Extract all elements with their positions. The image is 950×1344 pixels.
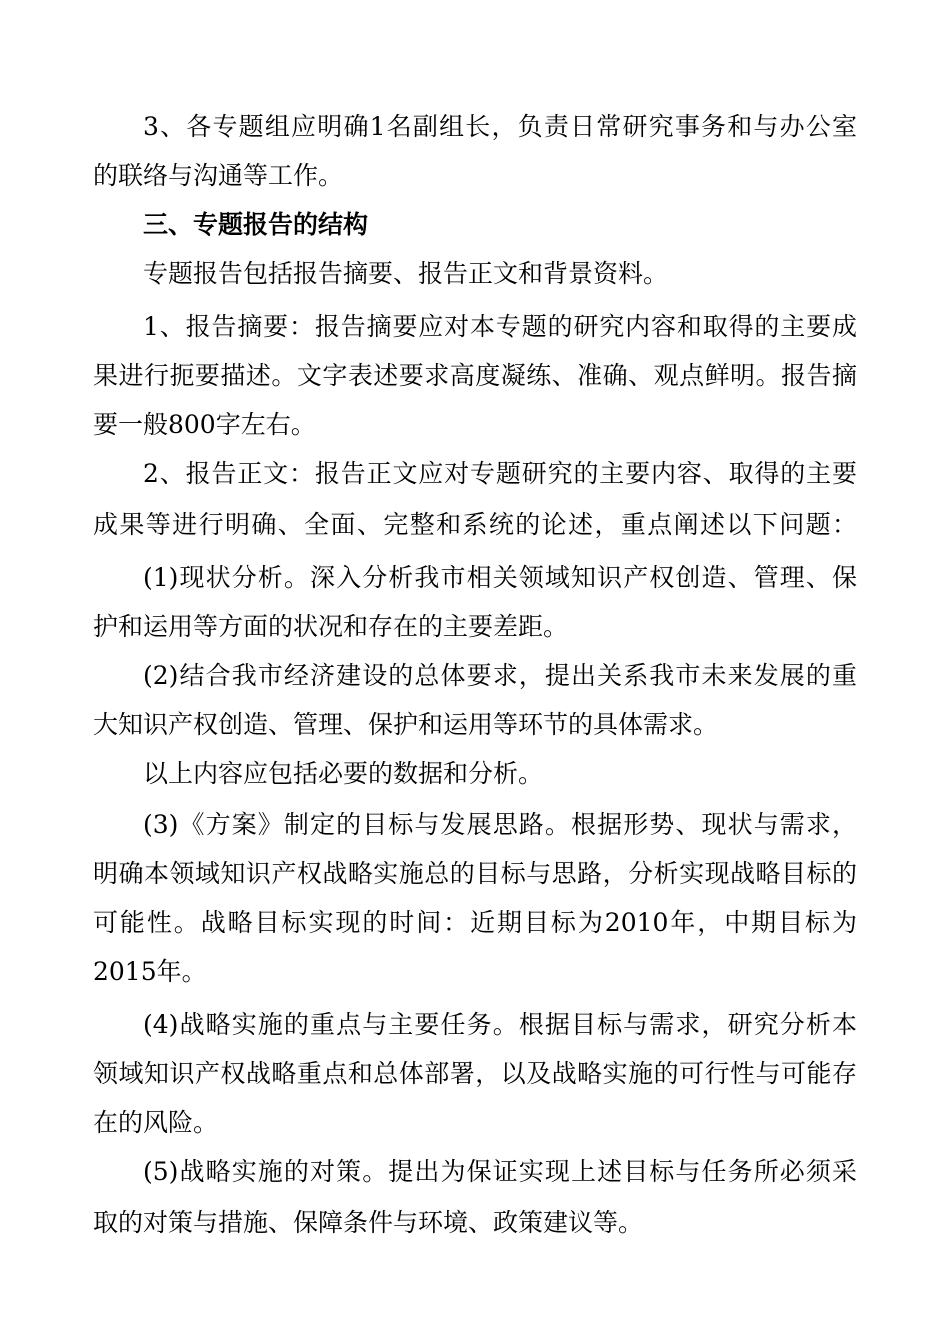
note-line: 以上内容应包括必要的数据和分析。 [143,759,544,788]
point4-line-3: 在的风险。 [93,1108,219,1137]
summary-line-2: 果进行扼要描述。文字表述要求高度凝练、准确、观点鲜明。报告摘 [93,361,857,390]
point5-line-1: (5)战略实施的对策。提出为保证实现上述目标与任务所必须采 [143,1157,857,1186]
point3-line-2: 明确本领域知识产权战略实施总的目标与思路，分析实现战略目标的 [93,859,857,888]
summary-line-1: 1、报告摘要：报告摘要应对本专题的研究内容和取得的主要成 [143,312,857,341]
item3-line-2: 的联络与沟通等工作。 [93,161,344,190]
section3-heading: 三、专题报告的结构 [143,210,369,239]
point5-line-2: 取的对策与措施、保障条件与环境、政策建议等。 [93,1208,644,1237]
point3-line-1: (3)《方案》制定的目标与发展思路。根据形势、现状与需求， [143,810,857,839]
point2-line-1: (2)结合我市经济建设的总体要求，提出关系我市未来发展的重 [143,661,857,690]
body-text-line-1: 2、报告正文：报告正文应对专题研究的主要内容、取得的主要 [143,459,857,488]
summary-line-3: 要一般800字左右。 [93,410,316,439]
item3-line-1: 3、各专题组应明确1名副组长，负责日常研究事务和与办公室 [143,112,857,141]
section3-intro: 专题报告包括报告摘要、报告正文和背景资料。 [143,259,669,288]
point1-line-2: 护和运用等方面的状况和存在的主要差距。 [93,612,569,641]
point2-line-2: 大知识产权创造、管理、保护和运用等环节的具体需求。 [93,710,719,739]
body-text-line-2: 成果等进行明确、全面、完整和系统的论述，重点阐述以下问题： [93,510,857,539]
point3-line-3: 可能性。战略目标实现的时间：近期目标为2010年，中期目标为 [93,908,857,937]
point4-line-2: 领域知识产权战略重点和总体部署，以及战略实施的可行性与可能存 [93,1059,857,1088]
point4-line-1: (4)战略实施的重点与主要任务。根据目标与需求，研究分析本 [143,1010,857,1039]
point3-line-4: 2015年。 [93,957,207,986]
point1-line-1: (1)现状分析。深入分析我市相关领域知识产权创造、管理、保 [143,563,857,592]
